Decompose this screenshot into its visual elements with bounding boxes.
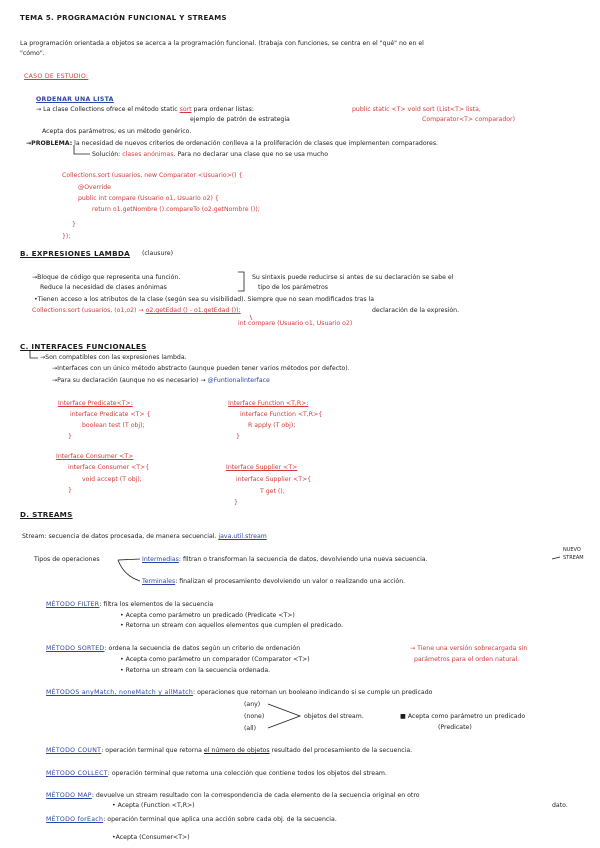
- sorted-line: MÉTODO SORTED: ordena la secuencia de datos según un criterio de ordenación: [46, 645, 301, 652]
- foreach-line: MÉTODO forEach: operación terminal que aplica una acción sobre cada obj. de la secuencia.: [46, 816, 337, 823]
- match-all: (all): [244, 725, 257, 732]
- collect-line: MÉTODO COLLECT: operación terminal que retorna una colección que contiene todos los objetos del stream.: [46, 770, 387, 777]
- interfaces-line-1: →Son compatibles con las expresiones lambda.: [40, 354, 187, 361]
- stream-label: STREAM: [563, 555, 584, 561]
- lambda-example-3: declaración de la expresión.: [372, 307, 460, 314]
- predicate-line-2: boolean test (T obj);: [82, 422, 145, 429]
- sort-signature-1: public static <T> void sort (List<T> lista,: [352, 106, 481, 113]
- function-line-2: R apply (T obj);: [248, 422, 296, 429]
- match-line: MÉTODOS anyMatch, noneMatch y allMatch: operaciones que retornan un booleano indicando si se cumple un predicado: [46, 689, 433, 696]
- supplier-line-3: }: [234, 499, 238, 506]
- problema-line: →PROBLEMA: la necesidad de nuevos criterios de ordenación conlleva a la proliferación de clases que implementen comparadores.: [26, 140, 439, 147]
- stream-package: java.util.stream: [218, 533, 267, 540]
- match-objetos: objetos del stream.: [304, 713, 364, 720]
- interfaces-line-2: →Interfaces con un único método abstracto (aunque pueden tener varios métodos por defecto).: [52, 365, 350, 372]
- lambda-line-2r: tipo de los parámetros: [258, 284, 328, 291]
- match-arrow: [268, 704, 300, 728]
- ejemplo-note: ejemplo de patrón de estrategia: [190, 116, 290, 123]
- sorted-bullet-2: • Retorna un stream con la secuencia ordenada.: [120, 667, 271, 674]
- sorted-note-2: parámetros para el orden natural.: [414, 656, 520, 663]
- filter-bullet-1: • Acepta como parámetro un predicado (Predicate <T>): [120, 612, 295, 619]
- interfaces-heading: C. INTERFACES FUNCIONALES: [20, 342, 147, 351]
- map-bullet: • Acepta (Function <T,R>): [112, 802, 195, 809]
- lambda-line-1r: Su sintaxis puede reducirse si antes de su declaración se sabe el: [252, 274, 454, 281]
- supplier-heading: Interface Supplier <T>: [226, 464, 298, 471]
- code-line-6: });: [62, 233, 71, 240]
- interfaces-hook: [30, 350, 38, 358]
- functional-interface-annotation: @FuntionalInterface: [207, 377, 270, 384]
- lambda-example-1: Collections.sort (usuarios, (o1,o2) → o2.getEdad () - o1.getEdad ());: [32, 307, 241, 314]
- nuevo-stream-arrow: [552, 557, 560, 559]
- sort-keyword: sort: [179, 106, 192, 113]
- lambda-heading: B. EXPRESIONES LAMBDA: [20, 249, 131, 258]
- match-any: (any): [244, 701, 261, 708]
- caso-heading: CASO DE ESTUDIO:: [24, 73, 89, 80]
- tipos-branch-up: [118, 559, 140, 560]
- filter-bullet-2: • Retorna un stream con aquellos elementos que cumplen el predicado.: [120, 622, 344, 629]
- consumer-heading: Interface Consumer <T>: [56, 453, 134, 460]
- function-heading: Interface Function <T,R>:: [228, 400, 309, 407]
- tipos-label: Tipos de operaciones: [34, 556, 100, 563]
- code-line-4: return o1.getNombre ().compareTo (o2.getNombre ());: [92, 206, 260, 213]
- lambda-line-2: Reduce la necesidad de clases anónimas: [40, 284, 167, 291]
- sort-signature-2: Comparator<T> comparador): [422, 116, 515, 123]
- solucion-arrow: [74, 145, 90, 154]
- code-line-5: }: [72, 221, 76, 228]
- function-line-3: }: [236, 433, 240, 440]
- count-line: MÉTODO COUNT: operación terminal que retorna el número de objetos resultado del procesamiento de la secuencia.: [46, 747, 413, 754]
- tipos-branch-down: [118, 560, 140, 581]
- map-dato: dato.: [552, 802, 568, 809]
- foreach-bullet: •Acepta (Consumer<T>): [112, 834, 190, 841]
- predicate-line-3: }: [68, 433, 72, 440]
- page-title: TEMA 5. PROGRAMACIÓN FUNCIONAL Y STREAMS: [20, 14, 227, 22]
- match-acepta-2: (Predicate): [438, 724, 472, 731]
- consumer-line-3: }: [68, 487, 72, 494]
- code-line-1: Collections.sort (usuarios, new Comparator <Usuario>() {: [62, 172, 243, 179]
- code-line-3: public int compare (Usuario o1, Usuario o2) {: [78, 195, 219, 202]
- acepta-line: Acepta dos parámetros, es un método genérico.: [42, 128, 192, 135]
- lambda-line-1: →Bloque de código que representa una función.: [32, 274, 181, 281]
- function-line-1: interface Function <T,R>{: [240, 411, 323, 418]
- supplier-line-2: T get ();: [260, 488, 285, 495]
- map-line: MÉTODO MAP: devuelve un stream resultado con la correspondencia de cada elemento de la secuencia original en otro: [46, 792, 420, 799]
- filter-line: MÉTODO FILTER: filtra los elementos de la secuencia: [46, 601, 214, 608]
- consumer-line-1: interface Consumer <T>{: [68, 464, 150, 471]
- lambda-bracket: [238, 272, 244, 291]
- stream-definition: Stream: secuencia de datos procesada, de manera secuencial. java.util.stream: [22, 533, 267, 540]
- terminales-line: Terminales: finalizan el procesamiento devolviendo un valor o realizando una acción.: [142, 578, 406, 585]
- intro-line-1: La programación orientada a objetos se acerca a la programación funcional. (trabaja con funciones, se centra en el "qué" no en el: [20, 40, 424, 47]
- caso-line-1: → La clase Collections ofrece el método static sort para ordenar listas:: [36, 106, 254, 113]
- predicate-line-1: interface Predicate <T> {: [70, 411, 151, 418]
- match-acepta-1: ■ Acepta como parámetro un predicado: [400, 713, 526, 720]
- intermedias-line: Intermedias: filtran o transforman la secuencia de datos, devolviendo una nueva secuencia.: [142, 556, 428, 563]
- sorted-note-1: → Tiene una versión sobrecargada sin: [410, 645, 528, 652]
- streams-heading: D. STREAMS: [20, 510, 73, 519]
- predicate-heading: Interface Predicate<T>:: [58, 400, 133, 407]
- code-line-2: @Override: [78, 184, 111, 191]
- nuevo-label: NUEVO: [563, 547, 581, 553]
- sorted-bullet-1: • Acepta como parámetro un comparador (Comparator <T>): [120, 656, 310, 663]
- match-none: (none): [244, 713, 265, 720]
- ordenar-heading: ORDENAR UNA LISTA: [36, 96, 114, 103]
- lambda-compare-arrow: [250, 315, 252, 320]
- lambda-compare-sig: int compare (Usuario o1, Usuario o2): [238, 320, 353, 327]
- intro-line-2: "cómo".: [20, 50, 45, 57]
- interfaces-line-3: →Para su declaración (aunque no es necesario) → @FuntionalInterface: [52, 377, 270, 384]
- lambda-heading-note: (clausure): [142, 250, 174, 257]
- supplier-line-1: interface Supplier <T>{: [236, 476, 312, 483]
- consumer-line-2: void accept (T obj);: [82, 476, 142, 483]
- solucion-line: Solución: clases anónimas. Para no declarar una clase que no se usa mucho: [92, 151, 328, 158]
- lambda-line-3: •Tienen acceso a los atributos de la clase (según sea su visibilidad). Siempre que no sean modificados tras la: [34, 296, 375, 303]
